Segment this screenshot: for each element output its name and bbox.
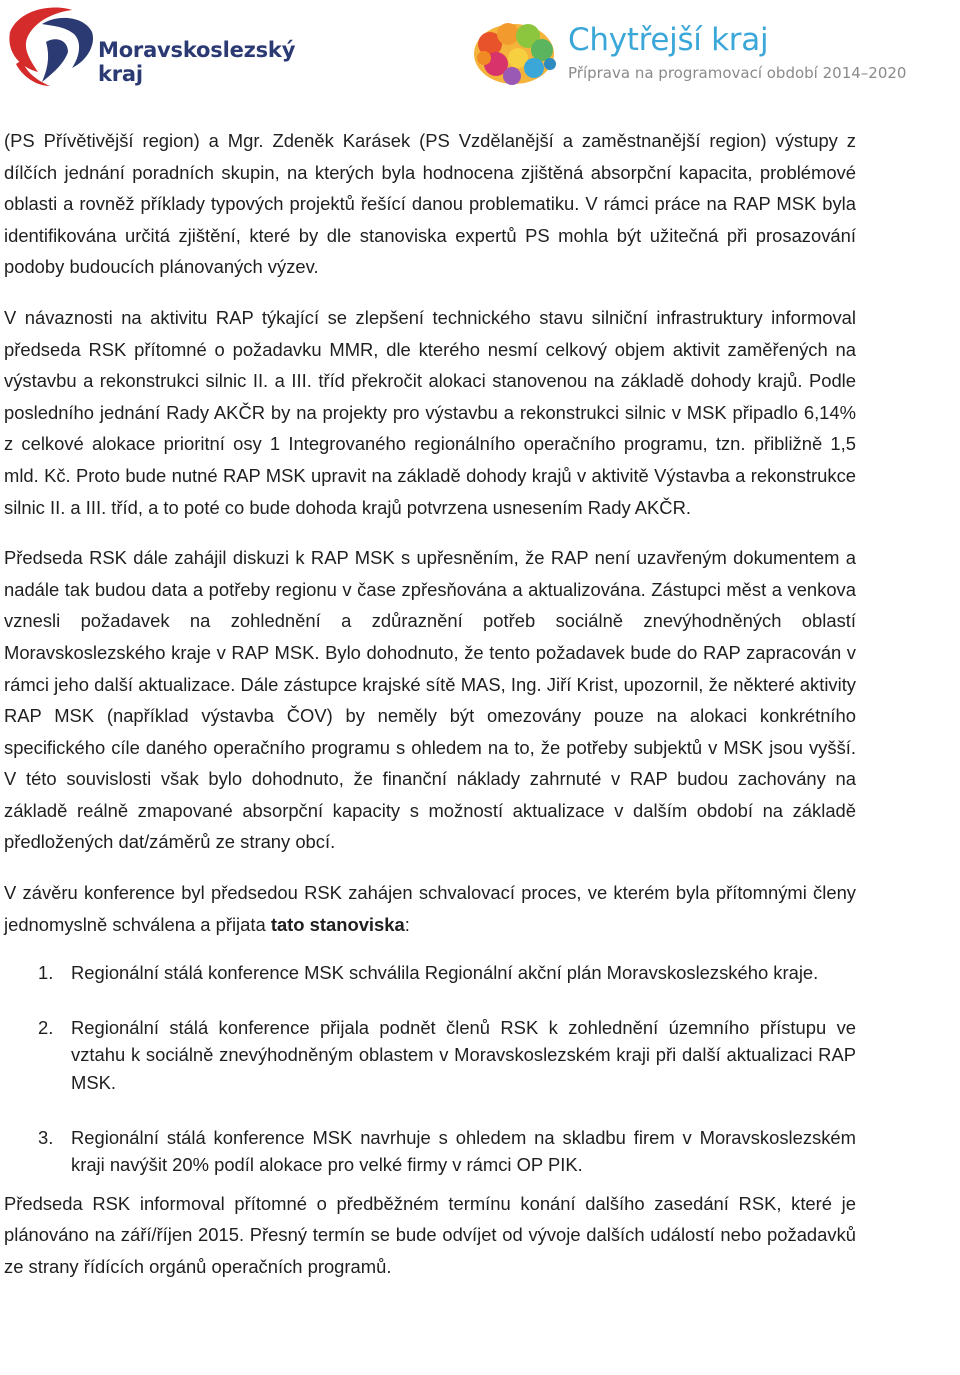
paragraph-2: V návaznosti na aktivitu RAP týkající se zlepšení technického stavu silniční infrastruktury informoval předseda RSK přítomné o požadavku MMR, dle kterého nesmí celkový objem aktivit zaměřených na výstavbu a rekonstrukci silnic II. a III. tříd překročit alokaci stanovenou na základě dohody krajů. Podle posledního jednání Rady AKČR by na projekty pro výstavbu a rekonstrukci silnic v MSK připadlo 6,14% z celkové alokace prioritní osy 1 Integrovaného regionálního operačního programu, tzn. přibližně 1,5 mld. Kč. Proto bude nutné RAP MSK upravit na základě dohody krajů v aktivitě Výstavba a rekonstrukce silnic II. a III. tříd, a to poté co bude dohoda krajů potvrzena usnesením Rady AKČR. xyxy=(4,306,856,518)
region-name xyxy=(98,38,295,86)
logo-slogan: Chytřejší kraj xyxy=(568,22,769,58)
list-item xyxy=(4,959,856,987)
list-item xyxy=(4,1014,856,1097)
brain-icon xyxy=(470,18,560,90)
list-item-number: 2. xyxy=(38,1016,54,1038)
page-header xyxy=(0,0,960,100)
conclusion-end: : xyxy=(404,913,410,935)
resolutions-list xyxy=(4,959,856,1179)
paragraph-3: Předseda RSK dále zahájil diskuzi k RAP MSK s upřesněním, že RAP není uzavřeným dokumentem a nadále tak budou data a potřeby regionu v čase zpřesňována a aktualizována. Zástupci měst a venkova vznesli požadavek na zohlednění a zdůraznění potřeb sociálně znevýhodněných oblastí Moravskoslezského kraje v RAP MSK. Bylo dohodnuto, že tento požadavek bude do RAP zapracován v rámci jeho další aktualizace. Dále zástupce krajské sítě MAS, Ing. Jiří Krist, upozornil, že některé aktivity RAP MSK (například výstavba ČOV) by neměly být omezovány pouze na alokaci konkrétního specifického cíle daného operačního programu s ohledem na to, že potřeby subjektů v MSK jsou vyšší. V této souvislosti však bylo dohodnuto, že finanční náklady zahrnuté v RAP budou zachovány na základě reálně zmapované absorpční kapacity s možností aktualizace v dalším období na základě předložených dat/záměrů ze strany obcí. xyxy=(4,547,856,853)
list-item-text: Regionální stálá konference přijala podnět členů RSK k zohlednění územního přístupu ve vztahu k sociálně znevýhodněným oblastem v Moravskoslezském kraji při další aktualizaci RAP MSK. xyxy=(71,1016,856,1094)
region-name-line2: kraj xyxy=(98,62,143,86)
list-item xyxy=(4,1124,856,1179)
logo-subtitle: Příprava na programovací období 2014–2020 xyxy=(568,64,907,82)
region-emblem-icon xyxy=(2,2,98,90)
paragraph-conclusion xyxy=(4,877,856,940)
conclusion-intro: V závěru konference byl předsedou RSK zahájen schvalovací proces, ve kterém byla přítomnými členy jednomyslně schválena a přijata xyxy=(4,882,856,935)
paragraph-1: (PS Přívětivější region) a Mgr. Zdeněk Karásek (PS Vzdělanější a zaměstnanější region) výstupy z dílčích jednání poradních skupin, na kterých byla hodnocena zjištěná absorpční kapacita, problémové oblasti a rovněž příklady typových projektů řešící danou problematiku. V rámci práce na RAP MSK byla identifikována určitá zjištění, které by dle stanoviska expertů PS mohla být užitečná při prosazování podoby budoucích plánovaných výzev. xyxy=(4,130,856,278)
conclusion-bold: tato stanoviska xyxy=(270,913,405,935)
document-body xyxy=(4,125,856,1302)
paragraph-closing: Předseda RSK informoval přítomné o předběžném termínu konání dalšího zasedání RSK, které je plánováno na září/říjen 2015. Přesný termín se bude odvíjet od vývoje dalších událostí nebo požadavků ze strany řídících orgánů operačních programů. xyxy=(4,1192,856,1277)
list-item-text: Regionální stálá konference MSK navrhuje s ohledem na skladbu firem v Moravskoslezském kraji navýšit 20% podíl alokace pro velké firmy v rámci OP PIK. xyxy=(71,1126,856,1176)
list-item-number: 3. xyxy=(38,1126,54,1148)
moravskoslezsky-kraj-logo xyxy=(2,2,296,90)
list-item-text: Regionální stálá konference MSK schválila Regionální akční plán Moravskoslezského kraje. xyxy=(71,962,819,984)
list-item-number: 1. xyxy=(38,962,54,984)
chytrejsi-kraj-logo xyxy=(470,18,960,93)
region-name-line1: Moravskoslezský xyxy=(98,38,296,62)
